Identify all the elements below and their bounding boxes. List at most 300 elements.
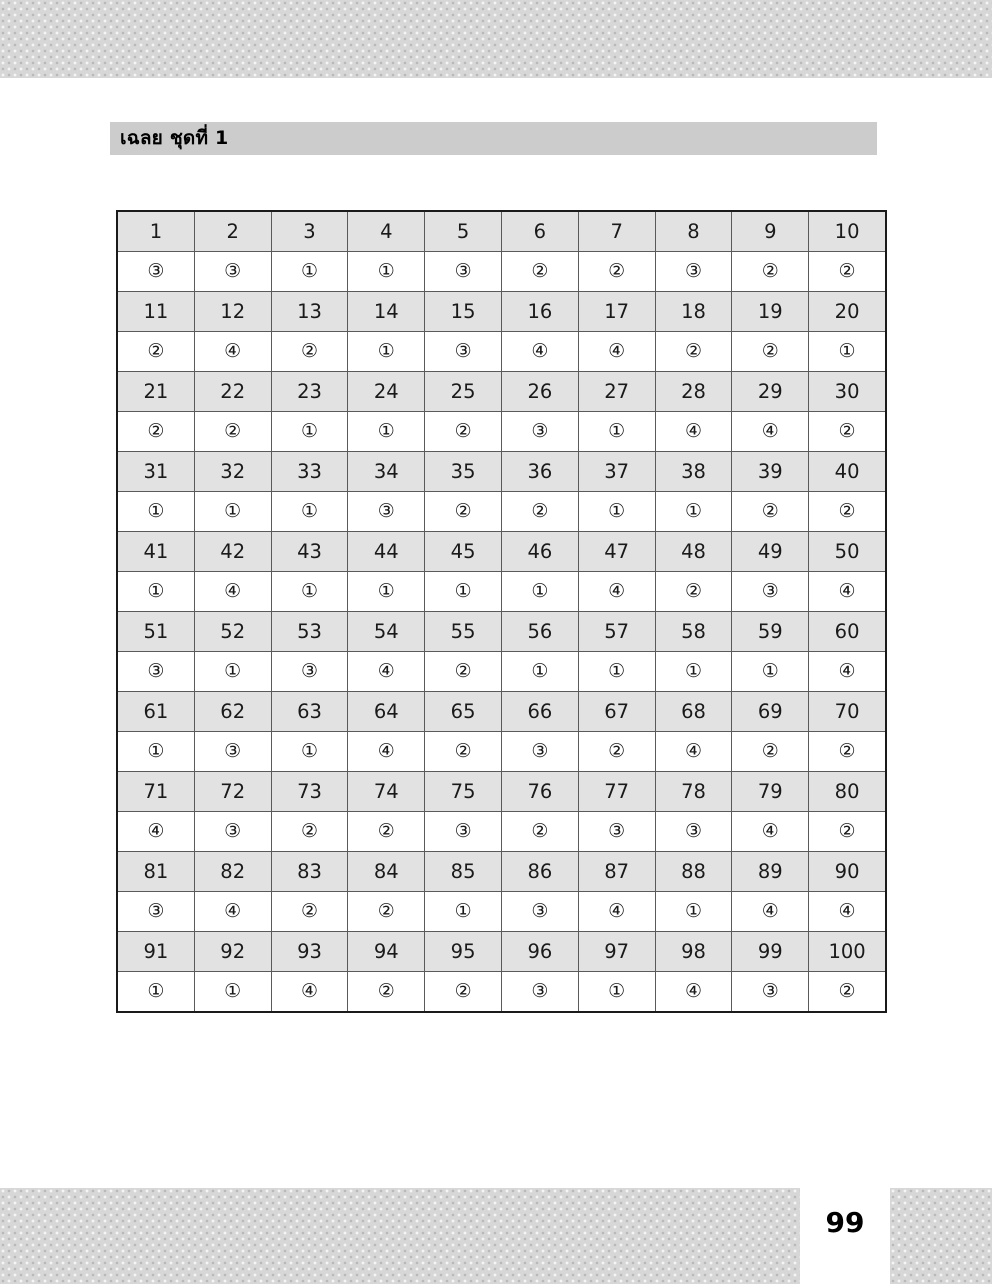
circled-choice-glyph: ① <box>531 580 549 602</box>
question-number-cell: 62 <box>194 692 271 732</box>
answer-choice-cell <box>501 252 578 292</box>
question-number-row <box>117 452 886 492</box>
answer-choice-cell <box>271 812 348 852</box>
question-number-row <box>117 612 886 652</box>
answer-choice-cell <box>425 332 502 372</box>
circled-choice-glyph: ② <box>838 820 856 842</box>
answer-choice-cell <box>578 972 655 1013</box>
answer-choice-cell <box>117 332 194 372</box>
circled-choice-glyph: ② <box>838 740 856 762</box>
question-number-cell: 33 <box>271 452 348 492</box>
circled-choice-glyph: ③ <box>454 260 472 282</box>
circled-choice-glyph: ① <box>224 500 242 522</box>
answer-choice-cell <box>732 812 809 852</box>
answer-choice-cell <box>348 412 425 452</box>
question-number-cell: 37 <box>578 452 655 492</box>
answer-choice-cell <box>501 732 578 772</box>
question-number-cell: 58 <box>655 612 732 652</box>
circled-choice-glyph: ② <box>454 980 472 1002</box>
question-number-cell: 82 <box>194 852 271 892</box>
answer-choice-cell <box>117 652 194 692</box>
circled-choice-glyph: ② <box>147 420 165 442</box>
answer-choice-cell <box>501 652 578 692</box>
circled-choice-glyph: ② <box>147 340 165 362</box>
circled-choice-glyph: ① <box>300 500 319 522</box>
circled-choice-glyph: ③ <box>531 740 549 762</box>
question-number-cell: 34 <box>348 452 425 492</box>
circled-choice-glyph: ② <box>300 340 319 362</box>
circled-choice-glyph: ② <box>761 340 779 362</box>
top-decorative-band <box>0 0 992 78</box>
circled-choice-glyph: ③ <box>224 740 242 762</box>
answer-choice-cell <box>194 332 271 372</box>
question-number-cell: 69 <box>732 692 809 732</box>
question-number-cell: 65 <box>425 692 502 732</box>
answer-choice-cell <box>809 972 886 1013</box>
answer-choice-cell <box>194 892 271 932</box>
circled-choice-glyph: ③ <box>531 900 549 922</box>
circled-choice-glyph: ② <box>300 820 319 842</box>
question-number-row <box>117 292 886 332</box>
question-number-cell: 24 <box>348 372 425 412</box>
circled-choice-glyph: ① <box>761 660 779 682</box>
circled-choice-glyph: ② <box>454 500 472 522</box>
question-number-cell: 66 <box>501 692 578 732</box>
answer-choice-cell <box>655 892 732 932</box>
question-number-cell: 21 <box>117 372 194 412</box>
answer-choice-cell <box>425 812 502 852</box>
question-number-cell: 3 <box>271 211 348 252</box>
answer-choice-row <box>117 732 886 772</box>
question-number-cell: 13 <box>271 292 348 332</box>
circled-choice-glyph: ① <box>454 900 472 922</box>
question-number-row <box>117 932 886 972</box>
question-number-cell: 80 <box>809 772 886 812</box>
circled-choice-glyph: ① <box>608 980 626 1002</box>
answer-choice-cell <box>809 252 886 292</box>
circled-choice-glyph: ③ <box>761 580 779 602</box>
circled-choice-glyph: ② <box>761 260 779 282</box>
answer-choice-cell <box>348 892 425 932</box>
answer-choice-cell <box>194 492 271 532</box>
circled-choice-glyph: ③ <box>684 260 702 282</box>
question-number-cell: 91 <box>117 932 194 972</box>
circled-choice-glyph: ③ <box>147 660 165 682</box>
question-number-cell: 43 <box>271 532 348 572</box>
answer-choice-cell <box>809 572 886 612</box>
answer-choice-cell <box>578 892 655 932</box>
question-number-cell: 32 <box>194 452 271 492</box>
answer-choice-cell <box>425 972 502 1013</box>
question-number-cell: 1 <box>117 211 194 252</box>
question-number-cell: 59 <box>732 612 809 652</box>
question-number-cell: 83 <box>271 852 348 892</box>
answer-choice-cell <box>271 252 348 292</box>
circled-choice-glyph: ③ <box>531 980 549 1002</box>
answer-choice-row <box>117 412 886 452</box>
circled-choice-glyph: ① <box>300 580 319 602</box>
answer-choice-cell <box>348 332 425 372</box>
answer-choice-cell <box>578 732 655 772</box>
answer-choice-cell <box>348 252 425 292</box>
question-number-cell: 17 <box>578 292 655 332</box>
answer-choice-cell <box>732 652 809 692</box>
circled-choice-glyph: ④ <box>224 580 242 602</box>
circled-choice-glyph: ② <box>531 260 549 282</box>
answer-choice-cell <box>425 492 502 532</box>
question-number-cell: 94 <box>348 932 425 972</box>
circled-choice-glyph: ② <box>531 500 549 522</box>
question-number-cell: 40 <box>809 452 886 492</box>
answer-choice-cell <box>501 332 578 372</box>
circled-choice-glyph: ④ <box>684 420 702 442</box>
question-number-cell: 14 <box>348 292 425 332</box>
answer-choice-cell <box>578 252 655 292</box>
question-number-cell: 72 <box>194 772 271 812</box>
answer-choice-cell <box>117 812 194 852</box>
circled-choice-glyph: ② <box>838 980 856 1002</box>
question-number-cell: 57 <box>578 612 655 652</box>
answer-choice-cell <box>578 812 655 852</box>
question-number-cell: 16 <box>501 292 578 332</box>
question-number-cell: 70 <box>809 692 886 732</box>
circled-choice-glyph: ④ <box>761 900 779 922</box>
answer-choice-cell <box>732 572 809 612</box>
answer-choice-cell <box>271 652 348 692</box>
answer-choice-cell <box>578 412 655 452</box>
answer-choice-cell <box>271 572 348 612</box>
question-number-cell: 39 <box>732 452 809 492</box>
answer-choice-cell <box>655 732 732 772</box>
page-number: 99 <box>800 1188 890 1284</box>
circled-choice-glyph: ② <box>454 740 472 762</box>
circled-choice-glyph: ④ <box>608 340 626 362</box>
answer-choice-cell <box>809 332 886 372</box>
circled-choice-glyph: ① <box>377 340 395 362</box>
circled-choice-glyph: ② <box>377 980 395 1002</box>
answer-choice-cell <box>271 972 348 1013</box>
question-number-cell: 48 <box>655 532 732 572</box>
answer-choice-cell <box>425 572 502 612</box>
circled-choice-glyph: ③ <box>147 260 165 282</box>
question-number-cell: 51 <box>117 612 194 652</box>
question-number-cell: 4 <box>348 211 425 252</box>
question-number-cell: 67 <box>578 692 655 732</box>
answer-choice-cell <box>348 572 425 612</box>
answer-choice-row <box>117 892 886 932</box>
question-number-cell: 95 <box>425 932 502 972</box>
circled-choice-glyph: ③ <box>531 420 549 442</box>
question-number-cell: 22 <box>194 372 271 412</box>
question-number-cell: 87 <box>578 852 655 892</box>
question-number-cell: 30 <box>809 372 886 412</box>
answer-choice-cell <box>809 492 886 532</box>
answer-choice-cell <box>271 332 348 372</box>
question-number-cell: 5 <box>425 211 502 252</box>
circled-choice-glyph: ② <box>761 500 779 522</box>
question-number-cell: 100 <box>809 932 886 972</box>
question-number-cell: 38 <box>655 452 732 492</box>
question-number-cell: 53 <box>271 612 348 652</box>
answer-choice-cell <box>194 572 271 612</box>
answer-choice-cell <box>117 972 194 1013</box>
question-number-cell: 49 <box>732 532 809 572</box>
circled-choice-glyph: ④ <box>684 740 702 762</box>
question-number-cell: 76 <box>501 772 578 812</box>
question-number-cell: 55 <box>425 612 502 652</box>
answer-choice-cell <box>271 492 348 532</box>
answer-choice-cell <box>578 652 655 692</box>
circled-choice-glyph: ② <box>761 740 779 762</box>
answer-choice-row <box>117 812 886 852</box>
answer-choice-cell <box>732 492 809 532</box>
circled-choice-glyph: ③ <box>300 660 319 682</box>
answer-choice-cell <box>655 252 732 292</box>
answer-choice-cell <box>117 892 194 932</box>
question-number-cell: 44 <box>348 532 425 572</box>
answer-choice-row <box>117 252 886 292</box>
bottom-decorative-band-right <box>890 1188 992 1284</box>
question-number-cell: 27 <box>578 372 655 412</box>
circled-choice-glyph: ② <box>608 260 626 282</box>
answer-choice-cell <box>425 412 502 452</box>
circled-choice-glyph: ② <box>300 900 319 922</box>
question-number-cell: 19 <box>732 292 809 332</box>
page-title: เฉลย ชุดที่ 1 <box>120 127 229 149</box>
answer-choice-cell <box>732 972 809 1013</box>
circled-choice-glyph: ③ <box>454 820 472 842</box>
question-number-cell: 2 <box>194 211 271 252</box>
question-number-cell: 12 <box>194 292 271 332</box>
answer-choice-row <box>117 572 886 612</box>
circled-choice-glyph: ④ <box>608 900 626 922</box>
question-number-cell: 86 <box>501 852 578 892</box>
circled-choice-glyph: ① <box>224 980 242 1002</box>
circled-choice-glyph: ③ <box>761 980 779 1002</box>
question-number-cell: 52 <box>194 612 271 652</box>
answer-choice-cell <box>117 252 194 292</box>
circled-choice-glyph: ② <box>684 580 702 602</box>
circled-choice-glyph: ④ <box>377 740 395 762</box>
circled-choice-glyph: ① <box>454 580 472 602</box>
question-number-cell: 28 <box>655 372 732 412</box>
question-number-cell: 96 <box>501 932 578 972</box>
question-number-cell: 18 <box>655 292 732 332</box>
circled-choice-glyph: ① <box>531 660 549 682</box>
answer-choice-cell <box>809 412 886 452</box>
question-number-cell: 11 <box>117 292 194 332</box>
answer-choice-cell <box>194 972 271 1013</box>
answer-choice-cell <box>117 572 194 612</box>
question-number-cell: 81 <box>117 852 194 892</box>
question-number-cell: 61 <box>117 692 194 732</box>
question-number-cell: 10 <box>809 211 886 252</box>
answer-choice-cell <box>732 412 809 452</box>
answer-choice-cell <box>425 892 502 932</box>
question-number-cell: 90 <box>809 852 886 892</box>
question-number-cell: 41 <box>117 532 194 572</box>
circled-choice-glyph: ② <box>454 420 472 442</box>
question-number-cell: 6 <box>501 211 578 252</box>
circled-choice-glyph: ③ <box>224 260 242 282</box>
answer-choice-row <box>117 332 886 372</box>
answer-choice-cell <box>425 652 502 692</box>
question-number-cell: 78 <box>655 772 732 812</box>
circled-choice-glyph: ④ <box>761 820 779 842</box>
question-number-row <box>117 692 886 732</box>
question-number-cell: 73 <box>271 772 348 812</box>
answer-choice-cell <box>117 492 194 532</box>
question-number-cell: 92 <box>194 932 271 972</box>
circled-choice-glyph: ② <box>377 900 395 922</box>
circled-choice-glyph: ① <box>377 260 395 282</box>
circled-choice-glyph: ④ <box>300 980 319 1002</box>
circled-choice-glyph: ② <box>838 500 856 522</box>
circled-choice-glyph: ① <box>684 900 702 922</box>
answer-choice-cell <box>655 652 732 692</box>
circled-choice-glyph: ④ <box>838 900 856 922</box>
question-number-cell: 42 <box>194 532 271 572</box>
circled-choice-glyph: ④ <box>224 340 242 362</box>
circled-choice-glyph: ① <box>224 660 242 682</box>
question-number-cell: 54 <box>348 612 425 652</box>
question-number-cell: 68 <box>655 692 732 732</box>
answer-choice-cell <box>348 812 425 852</box>
question-number-cell: 25 <box>425 372 502 412</box>
circled-choice-glyph: ④ <box>838 660 856 682</box>
circled-choice-glyph: ② <box>531 820 549 842</box>
answer-choice-cell <box>271 412 348 452</box>
circled-choice-glyph: ① <box>684 500 702 522</box>
question-number-cell: 98 <box>655 932 732 972</box>
circled-choice-glyph: ① <box>608 420 626 442</box>
question-number-cell: 74 <box>348 772 425 812</box>
answer-choice-cell <box>732 252 809 292</box>
answer-choice-cell <box>732 892 809 932</box>
answer-choice-row <box>117 972 886 1013</box>
answer-choice-cell <box>809 652 886 692</box>
answer-choice-cell <box>501 972 578 1013</box>
question-number-cell: 8 <box>655 211 732 252</box>
circled-choice-glyph: ③ <box>224 820 242 842</box>
answer-choice-cell <box>655 972 732 1013</box>
circled-choice-glyph: ③ <box>608 820 626 842</box>
answer-choice-cell <box>117 412 194 452</box>
circled-choice-glyph: ④ <box>377 660 395 682</box>
answer-choice-cell <box>501 892 578 932</box>
circled-choice-glyph: ① <box>300 420 319 442</box>
question-number-cell: 9 <box>732 211 809 252</box>
answer-choice-cell <box>809 732 886 772</box>
question-number-cell: 85 <box>425 852 502 892</box>
bottom-decorative-band-left <box>0 1188 800 1284</box>
question-number-cell: 50 <box>809 532 886 572</box>
circled-choice-glyph: ③ <box>377 500 395 522</box>
circled-choice-glyph: ④ <box>761 420 779 442</box>
question-number-cell: 15 <box>425 292 502 332</box>
question-number-cell: 79 <box>732 772 809 812</box>
answer-choice-cell <box>271 732 348 772</box>
answer-choice-cell <box>732 332 809 372</box>
question-number-row <box>117 772 886 812</box>
question-number-cell: 45 <box>425 532 502 572</box>
question-number-cell: 63 <box>271 692 348 732</box>
answer-choice-cell <box>578 572 655 612</box>
question-number-row <box>117 852 886 892</box>
answer-choice-cell <box>501 492 578 532</box>
circled-choice-glyph: ② <box>454 660 472 682</box>
question-number-cell: 64 <box>348 692 425 732</box>
circled-choice-glyph: ④ <box>684 980 702 1002</box>
circled-choice-glyph: ① <box>684 660 702 682</box>
circled-choice-glyph: ③ <box>147 900 165 922</box>
circled-choice-glyph: ② <box>838 420 856 442</box>
question-number-cell: 29 <box>732 372 809 412</box>
answer-choice-cell <box>809 812 886 852</box>
answer-choice-cell <box>732 732 809 772</box>
answer-choice-cell <box>578 332 655 372</box>
circled-choice-glyph: ① <box>147 740 165 762</box>
circled-choice-glyph: ② <box>608 740 626 762</box>
circled-choice-glyph: ① <box>147 500 165 522</box>
circled-choice-glyph: ② <box>377 820 395 842</box>
circled-choice-glyph: ① <box>300 740 319 762</box>
question-number-cell: 93 <box>271 932 348 972</box>
section-heading-bar <box>110 122 877 155</box>
answer-choice-cell <box>655 332 732 372</box>
answer-choice-cell <box>348 652 425 692</box>
question-number-cell: 60 <box>809 612 886 652</box>
question-number-cell: 89 <box>732 852 809 892</box>
answer-choice-cell <box>501 572 578 612</box>
circled-choice-glyph: ① <box>838 340 856 362</box>
answer-key-table <box>116 210 887 1013</box>
answer-choice-cell <box>655 812 732 852</box>
question-number-cell: 23 <box>271 372 348 412</box>
question-number-cell: 88 <box>655 852 732 892</box>
answer-choice-cell <box>348 732 425 772</box>
circled-choice-glyph: ② <box>838 260 856 282</box>
question-number-cell: 36 <box>501 452 578 492</box>
question-number-row <box>117 211 886 252</box>
question-number-cell: 20 <box>809 292 886 332</box>
question-number-cell: 75 <box>425 772 502 812</box>
answer-choice-cell <box>194 812 271 852</box>
question-number-cell: 97 <box>578 932 655 972</box>
answer-choice-row <box>117 652 886 692</box>
question-number-cell: 47 <box>578 532 655 572</box>
question-number-cell: 46 <box>501 532 578 572</box>
answer-choice-cell <box>194 652 271 692</box>
question-number-cell: 77 <box>578 772 655 812</box>
answer-choice-cell <box>425 732 502 772</box>
circled-choice-glyph: ③ <box>684 820 702 842</box>
circled-choice-glyph: ④ <box>224 900 242 922</box>
circled-choice-glyph: ④ <box>531 340 549 362</box>
question-number-cell: 71 <box>117 772 194 812</box>
answer-choice-cell <box>501 812 578 852</box>
answer-choice-cell <box>271 892 348 932</box>
answer-choice-cell <box>348 492 425 532</box>
question-number-cell: 7 <box>578 211 655 252</box>
circled-choice-glyph: ① <box>608 660 626 682</box>
answer-choice-cell <box>501 412 578 452</box>
question-number-cell: 84 <box>348 852 425 892</box>
circled-choice-glyph: ④ <box>838 580 856 602</box>
answer-choice-cell <box>655 572 732 612</box>
circled-choice-glyph: ② <box>224 420 242 442</box>
question-number-cell: 56 <box>501 612 578 652</box>
